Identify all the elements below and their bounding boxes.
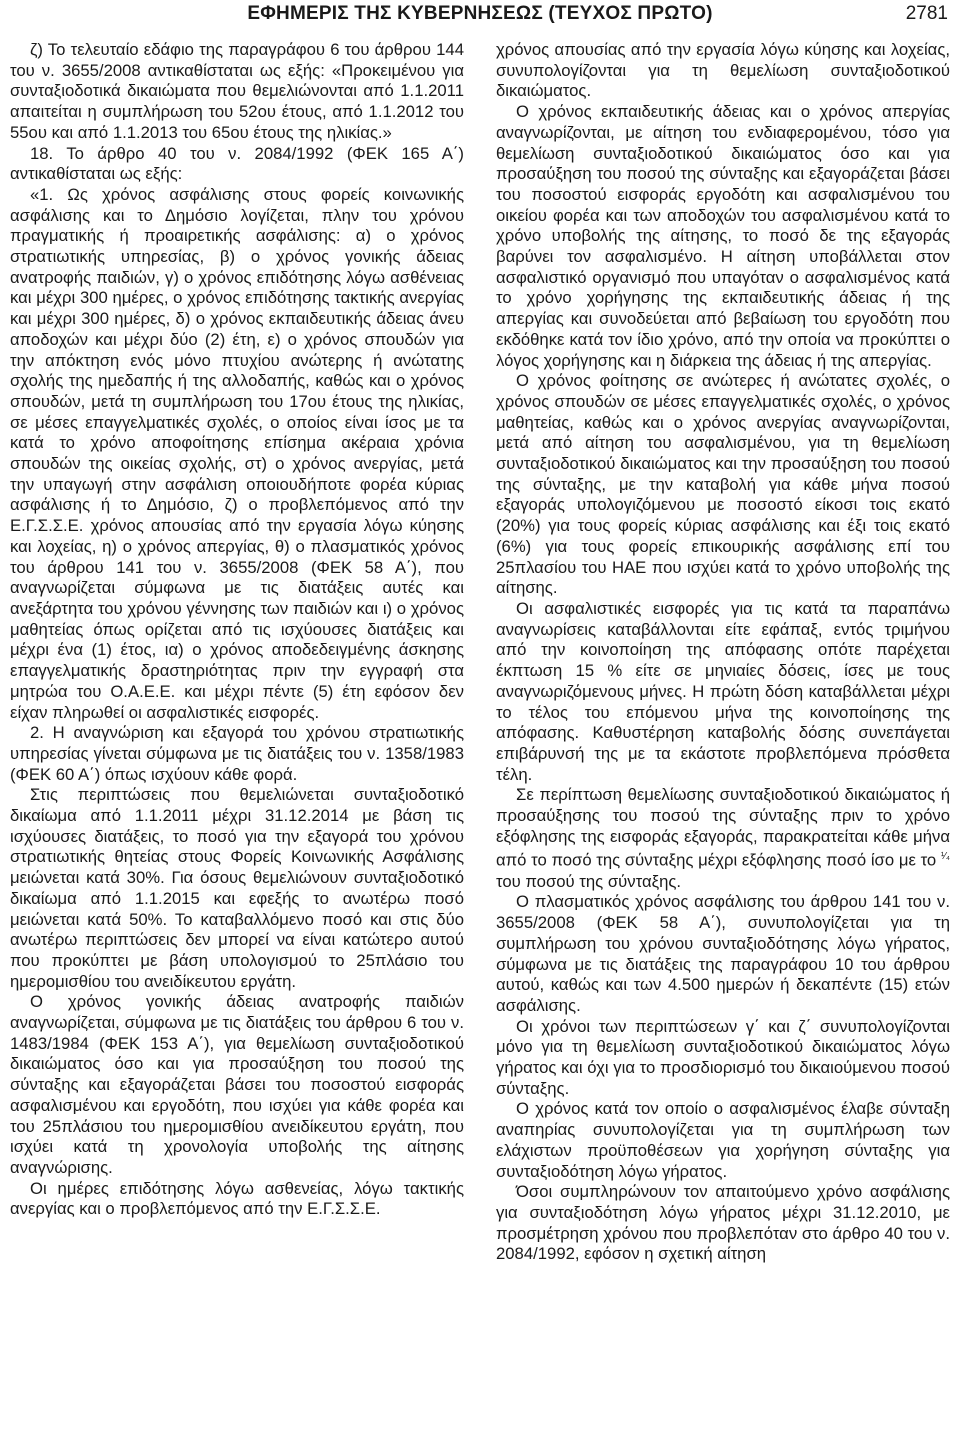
paragraph: 18. Το άρθρο 40 του ν. 2084/1992 (ΦΕΚ 165 Α΄) αντικαθίσταται ως εξής: [10, 143, 464, 184]
paragraph: 2. Η αναγνώριση και εξαγορά του χρόνου στρατιωτικής υπηρεσίας γίνεται σύμφωνα με τις διατάξεις του ν. 1358/1983 (ΦΕΚ 60 Α΄) όπως ισχύουν κάθε φορά. [10, 723, 464, 784]
paragraph-text: Σε περίπτωση θεμελίωσης συνταξιοδοτικού δικαιώματος ή προσαύξησης του ποσού της σύνταξης πριν το χρόνο εξόφλησης της εισφοράς εξαγοράς, παρακρατείται κάθε μήνα από το ποσό της σύνταξης μέχρι εξόφλησης ποσό ίσο με το [496, 785, 950, 870]
paragraph: Στις περιπτώσεις που θεμελιώνεται συνταξιοδοτικό δικαίωμα από 1.1.2011 μέχρι 31.12.2014 με βάση τις ισχύουσες διατάξεις, το ποσό για την εξαγορά του χρόνου στρατιωτικής θητείας στους Φορείς Κοινωνικής Ασφάλισης μειώνεται κατά 30%. Για όσους θεμελιώνουν συνταξιοδοτικό δικαίωμα από 1.1.2015 και εφεξής το ανωτέρω ποσό μειώνεται κατά 50%. Το καταβαλλόμενο ποσό και στις δύο ανωτέρω περιπτώσεις δεν μπορεί να είναι κατώτερο αυτού που προκύπτει με βάση υπολογισμού το 25πλάσιο του ημερομισθίου του ανειδίκευτου εργάτη. [10, 785, 464, 991]
page-header [0, 0, 960, 28]
paragraph-with-fraction [496, 785, 950, 892]
paragraph: Ο πλασματικός χρόνος ασφάλισης του άρθρου 141 του ν. 3655/2008 (ΦΕΚ 58 Α΄), συνυπολογίζεται για τη συμπλήρωση του χρόνου συνταξιοδότησης λόγω γήρατος, σύμφωνα με τις διατάξεις της παραγράφου 10 του άρθρου αυτού, καθώς και των 4.500 ημερών ή δεκαπέντε (15) ετών ασφάλισης. [496, 892, 950, 1015]
paragraph: Ο χρόνος κατά τον οποίο ο ασφαλισμένος έλαβε σύνταξη αναπηρίας συνυπολογίζεται για τη συμπλήρωση των ελάχιστων προϋποθέσεων για χορήγηση σύνταξης για συνταξιοδότηση λόγω γήρατος. [496, 1099, 950, 1181]
left-column [10, 40, 464, 1220]
paragraph: Οι χρόνοι των περιπτώσεων γ΄ και ζ΄ συνυπολογίζονται μόνο για τη θεμελίωση συνταξιοδοτικού δικαιώματος λόγω γήρατος και όχι για το προσδιορισμό του δικαιούμενου ποσού σύνταξης. [496, 1016, 950, 1098]
paragraph: Ο χρόνος φοίτησης σε ανώτερες ή ανώτατες σχολές, ο χρόνος σπουδών σε μέσες επαγγελματικές σχολές, ο χρόνος μαθητείας, καθώς και ο χρόνος ανεργίας αναγνωρίζονται, μετά από αίτηση του ασφαλισμένου, για τη θεμελίωση συνταξιοδοτικού δικαιώματος και την προσαύξηση του ποσού της σύνταξης, με την καταβολή για κάθε μήνα ποσού εξαγοράς υπολογιζόμενου με ποσοστό είκοσι τοις εκατό (20%) για τους φορείς κύριας ασφάλισης και έξι τοις εκατό (6%) για τους φορείς επικουρικής ασφάλισης επί του 25πλασίου του ΗΑΕ που ισχύει κατά το χρόνο υποβολής της αίτησης. [496, 371, 950, 598]
paragraph: Οι ημέρες επιδότησης λόγω ασθενείας, λόγω τακτικής ανεργίας και ο προβλεπόμενος από την Ε.Γ.Σ.Σ.Ε. [10, 1178, 464, 1219]
fraction-one-quarter: ¹⁄₄ [940, 851, 951, 863]
paragraph: Ο χρόνος γονικής άδειας ανατροφής παιδιών αναγνωρίζεται, σύμφωνα με τις διατάξεις του άρθρου 6 του ν. 1483/1984 (ΦΕΚ 153 Α΄), για θεμελίωση συνταξιοδοτικού δικαιώματος όσο και για προσαύξηση του ποσού της σύνταξης και εξαγοράζεται βάσει του ποσοστού εισφοράς ασφαλισμένου και εργοδότη, που ισχύει για κάθε φορέα και του 25πλάσιου του ημερομισθίου ανειδίκευτου εργάτη, που ισχύει κατά τη χρονολογία υποβολής της αίτησης αναγνώρισης. [10, 992, 464, 1177]
page-number: 2781 [905, 3, 948, 24]
paragraph: ζ) Το τελευταίο εδάφιο της παραγράφου 6 του άρθρου 144 του ν. 3655/2008 αντικαθίσταται ως εξής: «Προκειμένου για συνταξιοδοτικά δικαιώματα που θεμελιώνονται από 1.1.2011 απαιτείται η συμπλήρωση του 52ου έτους, από 1.1.2012 του 55ου και από 1.1.2013 του 65ου έτους της ηλικίας.» [10, 40, 464, 142]
paragraph: Όσοι συμπληρώνουν τον απαιτούμενο χρόνο ασφάλισης για συνταξιοδότηση λόγω γήρατος μέχρι 31.12.2010, με προσμέτρηση χρόνου που προβλεπόταν στο άρθρο 40 του ν. 2084/1992, εφόσον η σχετική αίτηση [496, 1182, 950, 1264]
paragraph: Ο χρόνος εκπαιδευτικής άδειας και ο χρόνος απεργίας αναγνωρίζονται, με αίτηση του ενδιαφερομένου, τόσο για θεμελίωση συνταξιοδοτικού δικαιώματος όσο και για προσαύξηση του ποσού της σύνταξης και εξαγοράζεται βάσει του ποσοστού εισφοράς εργοδότη και ασφαλισμένου του οικείου φορέα και των αποδοχών του ασφαλισμένου κατά το χρόνο υποβολής της αίτησης, το ποσό δε της εξαγοράς βαρύνει τον ασφαλισμένο. Η αίτηση υποβάλλεται στον ασφαλιστικό οργανισμό που υπαγόταν ο ασφαλισμένος κατά το χρόνο χορήγησης της εκπαιδευτικής άδειας ή της απεργίας και συνοδεύεται από βεβαίωση του εργοδότη που εκδόθηκε κατά τον ίδιο χρόνο, από την οποία να προκύπτει ο λόγος χορήγησης και η διάρκεια της άδειας ή της απεργίας. [496, 102, 950, 370]
paragraph-text: του ποσού της σύνταξης. [496, 871, 682, 891]
gazette-title: ΕΦΗΜΕΡΙΣ ΤΗΣ ΚΥΒΕΡΝΗΣΕΩΣ (ΤΕΥΧΟΣ ΠΡΩΤΟ) [247, 3, 713, 24]
right-column [496, 40, 950, 1265]
paragraph: «1. Ως χρόνος ασφάλισης στους φορείς κοινωνικής ασφάλισης και το Δημόσιο λογίζεται, πλην του χρόνου πραγματικής ή προαιρετικής ασφάλισης: α) ο χρόνος στρατιωτικής υπηρεσίας, β) ο χρόνος γονικής άδειας ανατροφής παιδιών, γ) ο χρόνος επιδότησης λόγω ασθένειας και μέχρι 300 ημέρες, ο χρόνος επιδότησης τακτικής ανεργίας και μέχρι 300 ημέρες, δ) ο χρόνος εκπαιδευτικής άδειας άνευ αποδοχών και μέχρι δύο (2) έτη, ε) ο χρόνος σπουδών για την απόκτηση ενός μόνο πτυχίου ανώτερης ή ανώτατης σχολής της ημεδαπής ή της αλλοδαπής, καθώς και ο χρόνος σπουδών, μετά τη συμπλήρωση του 17ου έτους της ηλικίας, σε μέσες επαγγελματικές σχολές, ο οποίος είναι ίσος με τα κατά το χρόνο αποφοίτησης επίσημα ακέραια χρόνια σπουδών της οικείας σχολής, στ) ο χρόνος ανεργίας, μετά την υπαγωγή στην ασφάλιση οποιουδήποτε φορέα κύριας ασφάλισης ή το Δημόσιο, ζ) ο προβλεπόμενος από την Ε.Γ.Σ.Σ.Ε. χρόνος απουσίας από την εργασία λόγω κύησης και λοχείας, η) ο χρόνος απεργίας, θ) ο πλασματικός χρόνος του άρθρου 141 του ν. 3655/2008 (ΦΕΚ 58 Α΄), που αναγνωρίζεται σύμφωνα με τις διατάξεις αυτές και ανεξάρτητα του χρόνου γέννησης των παιδιών και ι) ο χρόνος μαθητείας όπως ορίζεται από τις ισχύουσες διατάξεις και μέχρι ένα (1) έτος, ια) ο χρόνος αποδεδειγμένης άσκησης επαγγελματικής δραστηριότητας πριν την εγγραφή στα μητρώα του Ο.Α.Ε.Ε. και μέχρι πέντε (5) έτη εφόσον δεν είχαν πληρωθεί οι ασφαλιστικές εισφορές. [10, 184, 464, 722]
paragraph: χρόνος απουσίας από την εργασία λόγω κύησης και λοχείας, συνυπολογίζονται για τη θεμελίωση συνταξιοδοτικού δικαιώματος. [496, 40, 950, 101]
paragraph: Οι ασφαλιστικές εισφορές για τις κατά τα παραπάνω αναγνωρίσεις καταβάλλονται είτε εφάπαξ, εντός τριμήνου από την κοινοποίηση της απόφασης οπότε παρέχεται έκπτωση 15 % είτε σε μηνιαίες δόσεις, ίσες με τους αναγνωριζόμενους μήνες. Η πρώτη δόση καταβάλλεται μέχρι το τέλος του επόμενου μήνα της κοινοποίησης της απόφασης. Καθυστέρηση καταβολής δόσης συνεπάγεται επιβάρυνσή της με τα εκάστοτε προβλεπόμενα πρόσθετα τέλη. [496, 598, 950, 784]
